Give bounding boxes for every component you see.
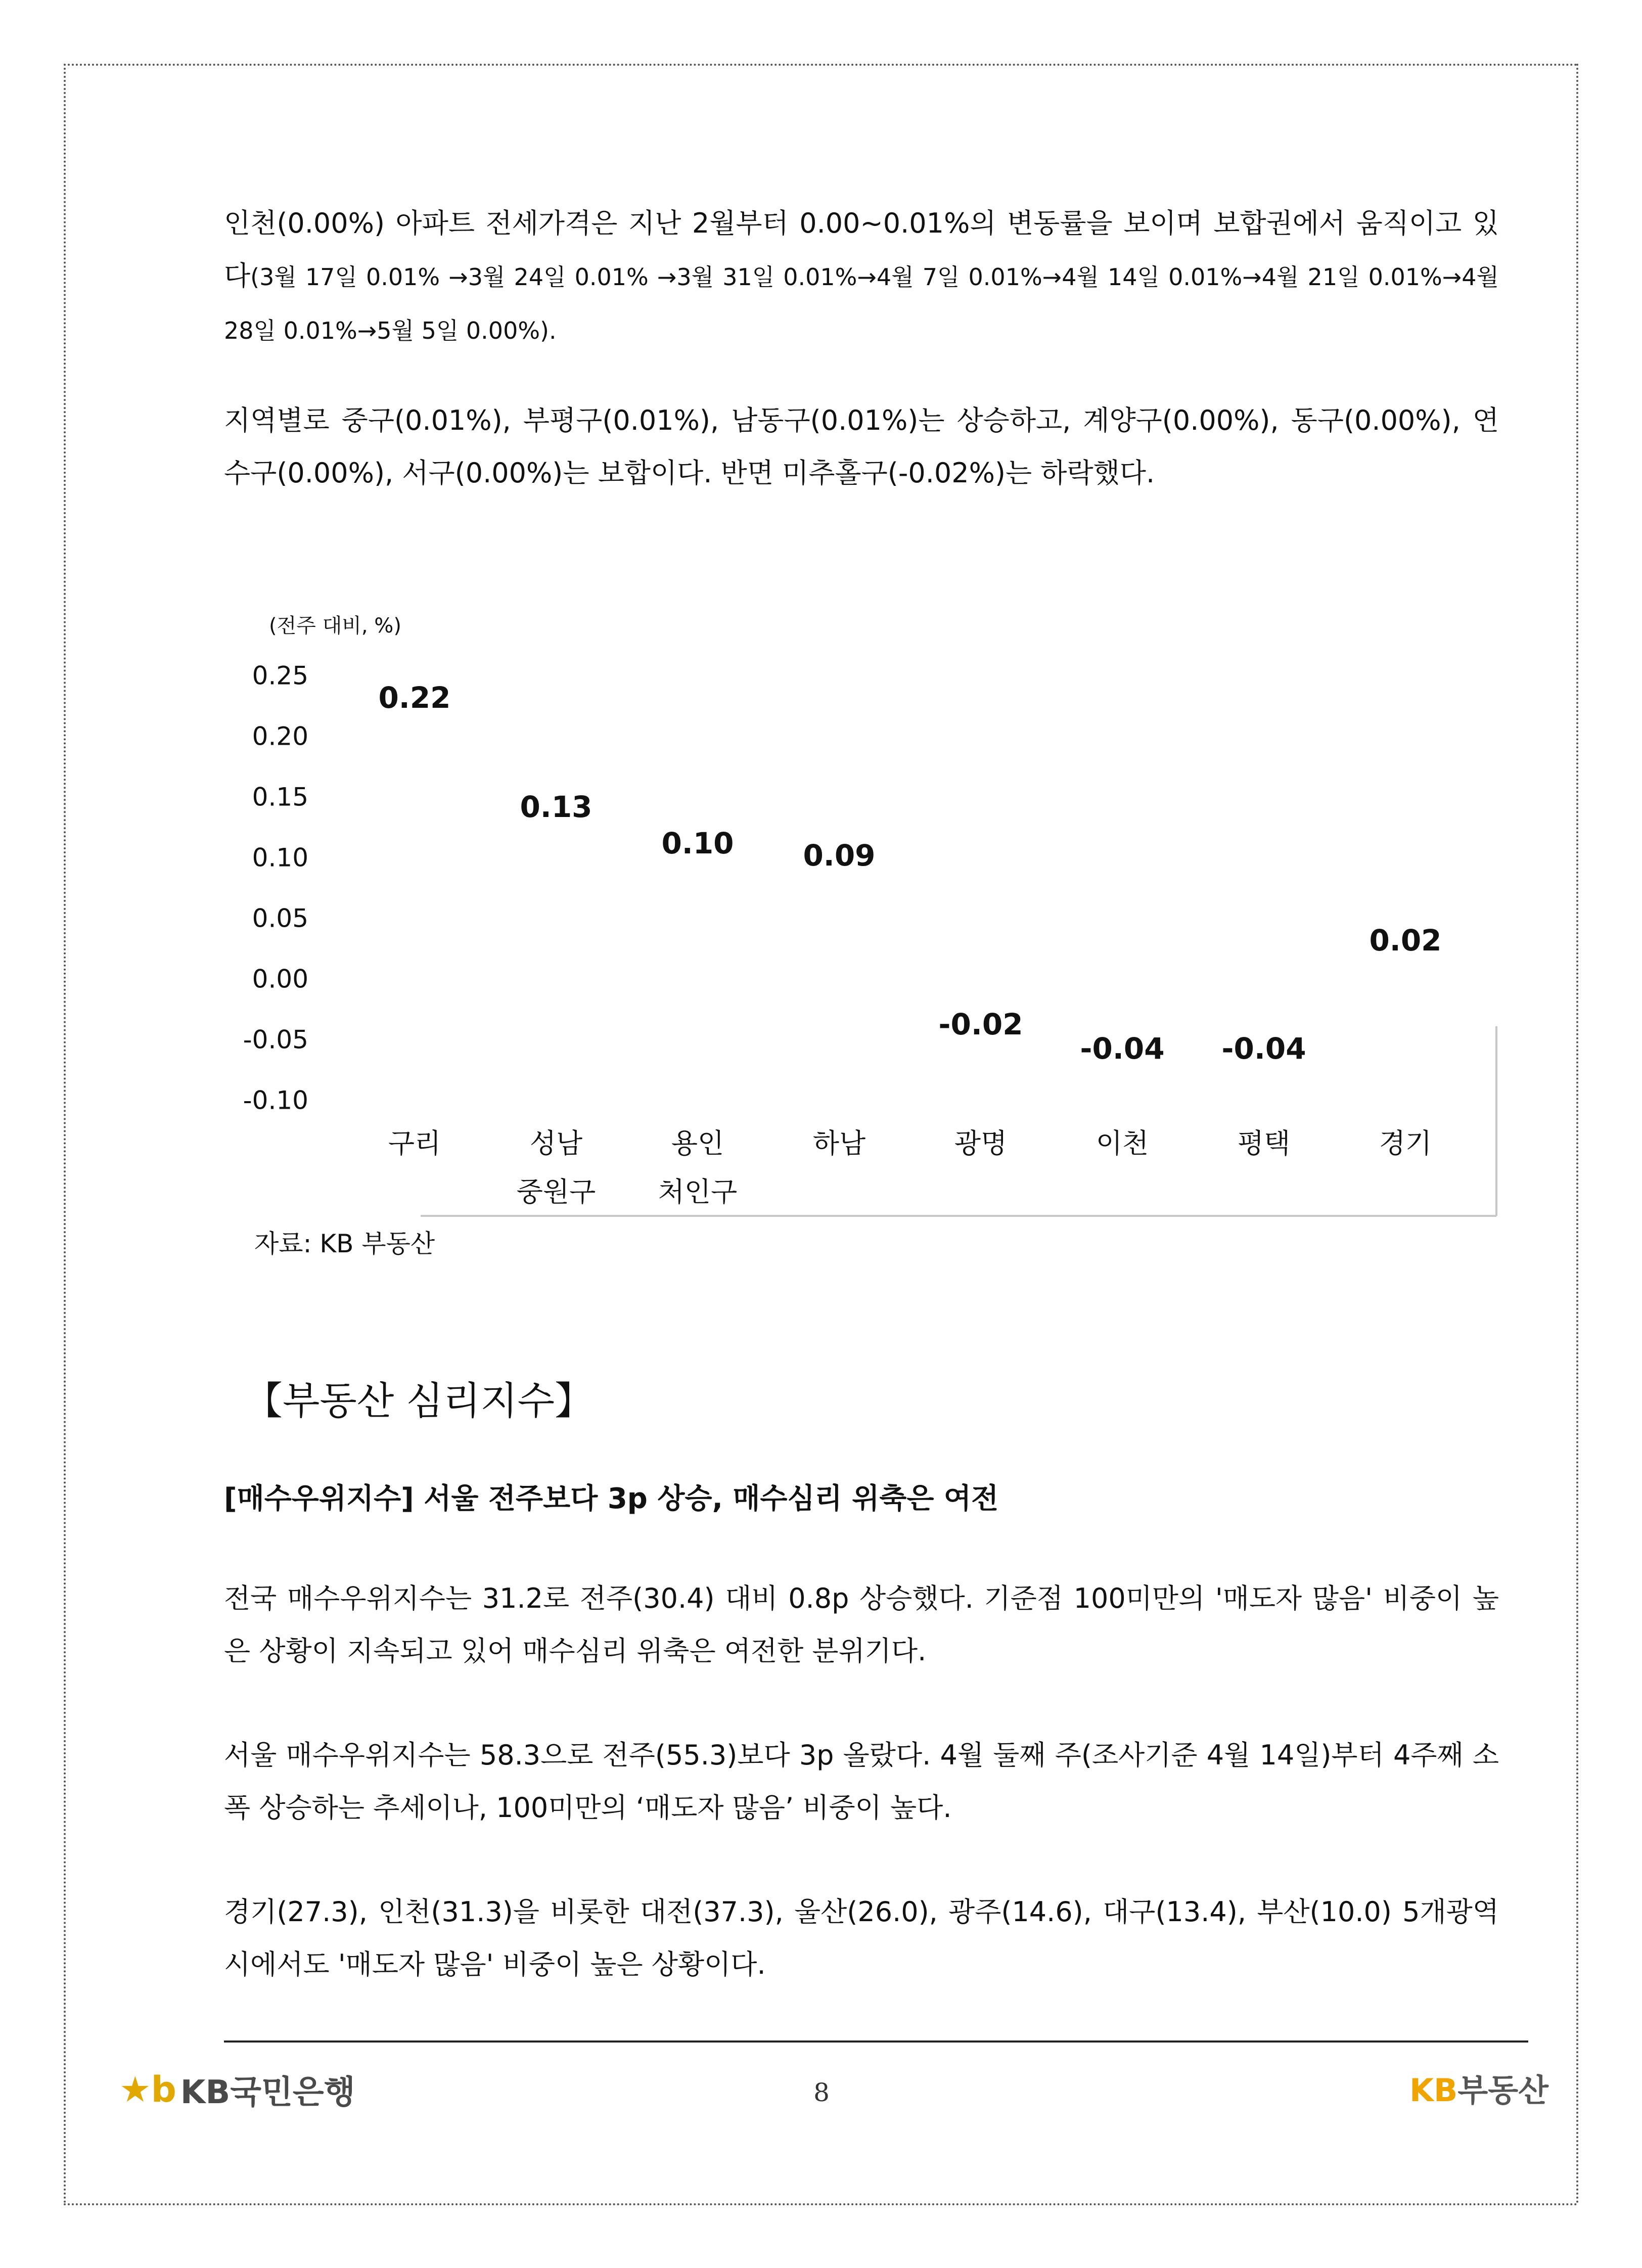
paragraph-regions-index: 경기(27.3), 인천(31.3)을 비롯한 대전(37.3), 울산(26.0), 광주(14.6), 대구(13.4), 부산(10.0) 5개광역시에서도 '매도자 많음' 비중이 높은 상황이다. [224, 1896, 1499, 1980]
category-label: 성남 [529, 1127, 583, 1159]
data-label: -0.04 [1221, 1031, 1306, 1066]
data-label: 0.10 [661, 826, 734, 860]
paragraph-incheon-districts: 지역별로 중구(0.01%), 부평구(0.01%), 남동구(0.01%)는 상승하고, 계양구(0.00%), 동구(0.00%), 연수구(0.00%), 서구(0.00%)는 보합이다. 반면 미추홀구(-0.02%)는 하락했다. [224, 404, 1499, 489]
kb-estate-logo [1409, 2065, 1548, 2110]
y-tick-label: -0.05 [243, 1025, 308, 1055]
paragraph-incheon-jeonse [224, 197, 1499, 357]
bar [1079, 981, 1165, 1029]
y-tick-label: 0.00 [252, 964, 308, 994]
data-label: 0.02 [1369, 923, 1442, 958]
paragraph-national-index: 전국 매수우위지수는 31.2로 전주(30.4) 대비 0.8p 상승했다. 기준점 100미만의 '매도자 많음' 비중이 높은 상황이 지속되고 있어 매수심리 위축은 여전한 분위기다. [224, 1582, 1499, 1667]
data-label: 0.13 [520, 790, 592, 824]
category-label: 경기 [1379, 1127, 1432, 1159]
bar [1362, 957, 1448, 981]
y-tick-label: 0.15 [252, 782, 308, 812]
section-title: 【부동산 심리지수】 [244, 1378, 594, 1423]
data-label: -0.02 [938, 1007, 1023, 1041]
bar-chart [212, 597, 1507, 1274]
y-tick-label: -0.10 [243, 1085, 308, 1115]
subheading: [매수우위지수] 서울 전주보다 3p 상승, 매수심리 위축은 여전 [224, 1482, 999, 1515]
y-tick-label: 0.25 [252, 661, 308, 691]
chart-unit-label: (전주 대비, %) [269, 614, 401, 638]
footer-divider [224, 2040, 1528, 2043]
chart-canvas [212, 597, 1507, 1274]
y-tick-label: 0.05 [252, 903, 308, 933]
category-label: 처인구 [658, 1176, 738, 1208]
category-label: 하남 [812, 1127, 866, 1159]
data-label: -0.04 [1080, 1031, 1165, 1066]
category-label: 평택 [1237, 1127, 1291, 1159]
category-label: 구리 [388, 1127, 441, 1159]
category-label: 이천 [1096, 1127, 1149, 1159]
y-tick-label: 0.10 [252, 843, 308, 873]
category-label: 광명 [954, 1127, 1008, 1159]
bar [938, 981, 1024, 1005]
bar [513, 823, 599, 981]
y-tick-label: 0.20 [252, 721, 308, 751]
bar [655, 859, 741, 981]
data-label: 0.09 [803, 838, 876, 873]
page-number: 8 [813, 2078, 830, 2107]
chart-source: 자료: KB 부동산 [254, 1229, 435, 1258]
kb-bank-logo [119, 2067, 355, 2112]
paragraph-incheon-jeonse-detail: (3월 17일 0.01% →3월 24일 0.01% →3월 31일 0.01%→4월 7일 0.01%→4월 14일 0.01%→4월 21일 0.01%→4월 28일 0.01%→5월 5일 0.00%). [224, 263, 1499, 344]
paragraph-incheon-jeonse-main: 인천(0.00%) 아파트 전세가격은 지난 2월부터 0.00~0.01%의 변동률을 보이며 보합권에서 움직이고 있다 [224, 207, 1499, 292]
bar [796, 872, 882, 981]
kb-estate-name: 부동산 [1457, 2072, 1548, 2109]
kb-star-icon: ★b [119, 2069, 176, 2110]
kb-estate-kb: KB [1409, 2072, 1458, 2109]
bar [1221, 981, 1307, 1029]
category-label: 용인 [671, 1127, 724, 1159]
kb-bank-name: KB국민은행 [180, 2074, 355, 2111]
paragraph-seoul-index: 서울 매수우위지수는 58.3으로 전주(55.3)보다 3p 올랐다. 4월 둘째 주(조사기준 4월 14일)부터 4주째 소폭 상승하는 추세이나, 100미만의 ‘매도자 많음’ 비중이 높다. [224, 1739, 1499, 1824]
category-label: 중원구 [516, 1176, 596, 1208]
bar [372, 714, 458, 981]
data-label: 0.22 [378, 681, 451, 715]
